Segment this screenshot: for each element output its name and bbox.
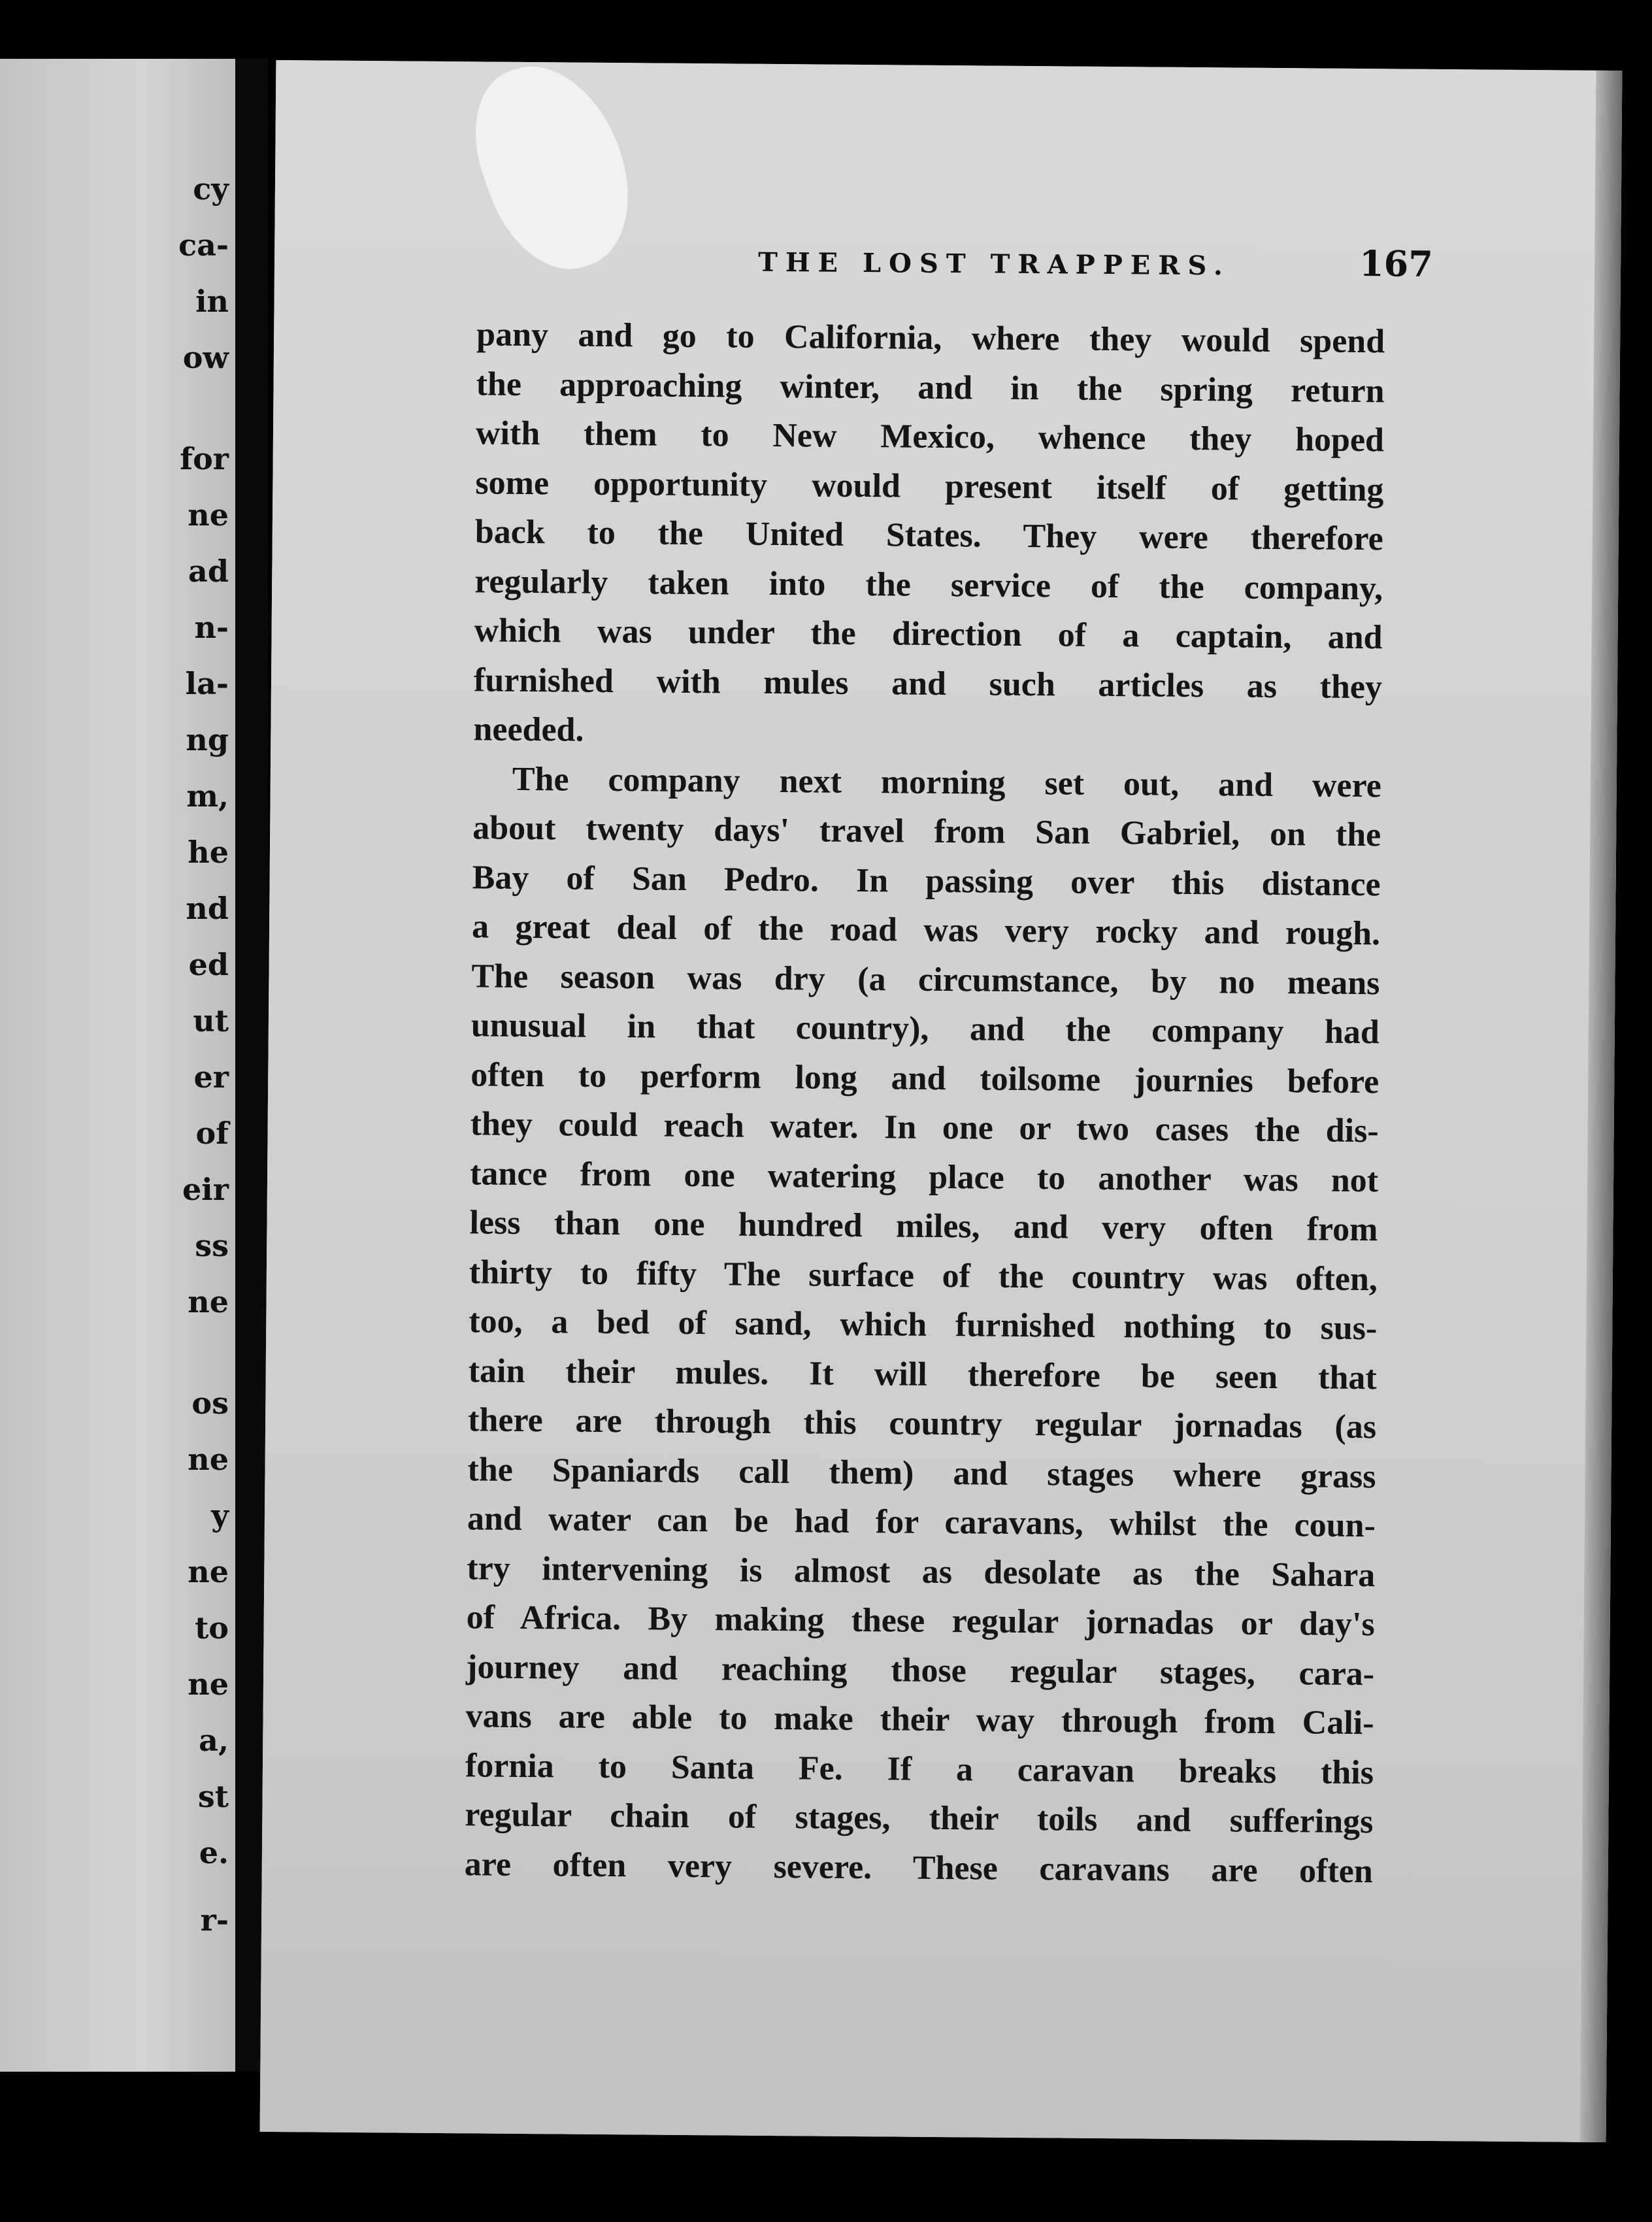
left-page-fragment: cy bbox=[193, 171, 229, 207]
text-line: unusual in that country), and the company had bbox=[471, 1006, 1380, 1052]
text-line: thirty to fifty The surface of the country was often, bbox=[469, 1253, 1378, 1298]
text-line: and water can be had for caravans, whilst the coun- bbox=[467, 1500, 1376, 1545]
left-page-fragment: ss bbox=[195, 1227, 229, 1263]
text-line: the approaching winter, and in the spring return bbox=[476, 365, 1385, 410]
text-line: too, a bed of sand, which furnished nothing to sus- bbox=[469, 1302, 1378, 1348]
text-line: pany and go to California, where they would spend bbox=[476, 316, 1385, 361]
left-page-fragment: ne bbox=[188, 497, 229, 533]
text-line: are often very severe. These caravans are often bbox=[464, 1845, 1373, 1890]
text-line: needed. bbox=[473, 710, 584, 749]
text-line: tance from one watering place to another was not bbox=[469, 1154, 1379, 1199]
text-line: a great deal of the road was very rocky and rough. bbox=[471, 908, 1381, 953]
left-page-fragment: ed bbox=[188, 946, 229, 982]
text-line: which was under the direction of a captain, and bbox=[474, 612, 1383, 657]
page-edge-shadow bbox=[1580, 71, 1623, 2142]
left-page-fragment: os bbox=[191, 1385, 229, 1421]
text-line: regularly taken into the service of the company, bbox=[474, 562, 1383, 607]
running-head: THE LOST TRAPPERS. bbox=[757, 246, 1231, 282]
left-page-fragment: eir bbox=[182, 1171, 229, 1207]
text-line: of Africa. By making these regular jornadas or day's bbox=[466, 1599, 1375, 1644]
right-page bbox=[260, 60, 1623, 2142]
left-page bbox=[0, 59, 235, 2072]
left-page-fragment: of bbox=[195, 1115, 229, 1151]
text-line: back to the United States. They were therefore bbox=[474, 513, 1384, 558]
text-line: the Spaniards call them) and stages where grass bbox=[467, 1450, 1376, 1495]
text-line: about twenty days' travel from San Gabriel, on the bbox=[472, 809, 1381, 854]
text-line: some opportunity would present itself of getting bbox=[475, 463, 1384, 508]
text-line: The company next morning set out, and were bbox=[512, 760, 1382, 804]
left-page-fragment: ad bbox=[188, 553, 229, 589]
left-page-fragment: a, bbox=[199, 1722, 229, 1758]
left-page-fragment: e. bbox=[199, 1834, 229, 1870]
page-number: 167 bbox=[1359, 242, 1434, 285]
left-page-fragment: y bbox=[211, 1497, 229, 1533]
left-page-fragment: ne bbox=[188, 1284, 229, 1319]
left-page-text-edge bbox=[0, 59, 235, 2072]
left-page-fragment: ne bbox=[188, 1666, 229, 1702]
text-line: there are through this country regular jornadas (as bbox=[467, 1401, 1377, 1446]
left-page-fragment: ne bbox=[188, 1441, 229, 1477]
text-line: with them to New Mexico, whence they hoped bbox=[475, 414, 1385, 459]
left-page-fragment: ut bbox=[193, 1003, 229, 1038]
body-text bbox=[465, 310, 1385, 1896]
left-page-fragment: nd bbox=[186, 890, 229, 926]
page-header bbox=[274, 243, 1621, 312]
text-line: tain their mules. It will therefore be seen that bbox=[468, 1351, 1377, 1397]
left-page-fragment: he bbox=[188, 834, 229, 870]
text-line: vans are able to make their way through from Cali- bbox=[465, 1697, 1374, 1742]
text-line: furnished with mules and such articles as they bbox=[473, 661, 1383, 706]
text-line: less than one hundred miles, and very often from bbox=[469, 1204, 1378, 1249]
left-page-fragment: ow bbox=[182, 340, 229, 375]
left-page-fragment: ng bbox=[186, 721, 229, 757]
text-line: The season was dry (a circumstance, by no means bbox=[471, 957, 1380, 1002]
text-line: try intervening is almost as desolate as the Sahara bbox=[467, 1549, 1376, 1594]
text-line: regular chain of stages, their toils and sufferings bbox=[465, 1796, 1374, 1841]
left-page-fragment: for bbox=[180, 440, 229, 476]
text-line: journey and reaching those regular stages, cara- bbox=[465, 1648, 1375, 1693]
text-line: often to perform long and toilsome journies before bbox=[471, 1055, 1379, 1101]
left-page-fragment: m, bbox=[186, 778, 229, 814]
left-page-fragment: st bbox=[197, 1778, 229, 1814]
left-page-fragment: in bbox=[195, 284, 229, 319]
text-line: they could reach water. In one or two cases the dis- bbox=[470, 1105, 1379, 1150]
text-line: fornia to Santa Fe. If a caravan breaks this bbox=[465, 1746, 1374, 1791]
left-page-fragment: n- bbox=[194, 609, 229, 645]
left-page-fragment: ca- bbox=[178, 227, 229, 263]
left-page-fragment: ne bbox=[188, 1553, 229, 1589]
text-line: Bay of San Pedro. In passing over this distance bbox=[472, 858, 1381, 903]
left-page-fragment: la- bbox=[185, 665, 229, 701]
left-page-fragment: r- bbox=[200, 1902, 229, 1938]
left-page-fragment: to bbox=[195, 1610, 229, 1646]
left-page-fragment: er bbox=[193, 1059, 229, 1095]
